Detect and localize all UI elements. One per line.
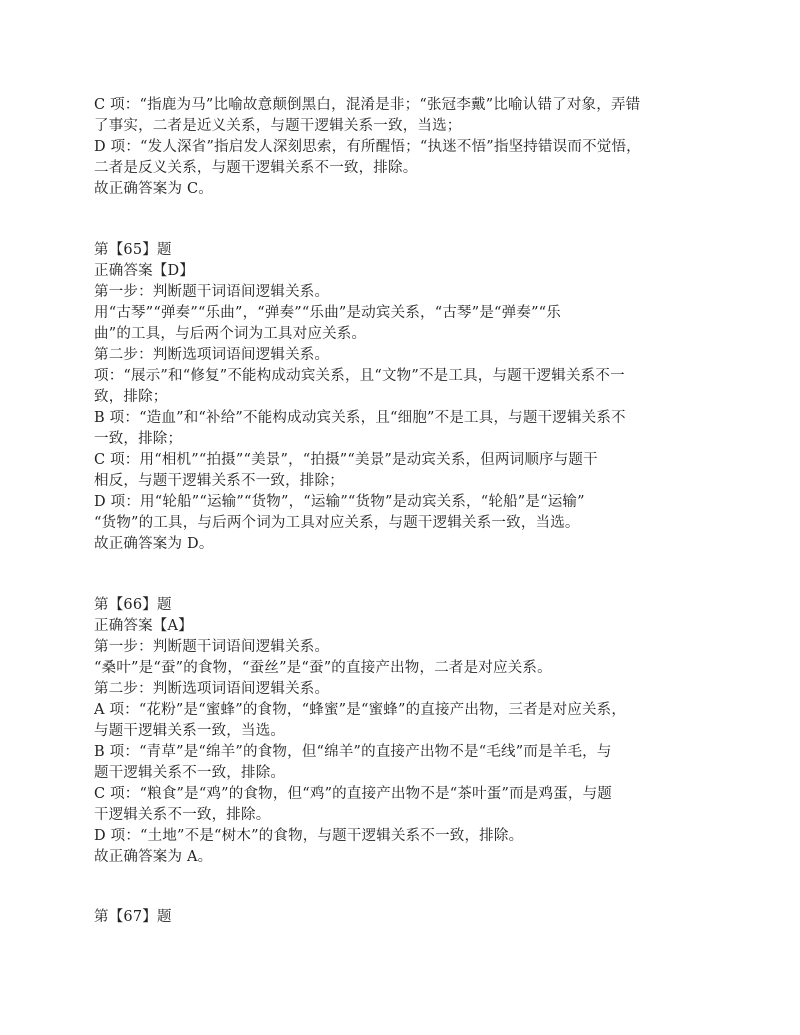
text-line: 第一步：判断题干词语间逻辑关系。 xyxy=(94,284,330,300)
text-line: 第一步：判断题干词语间逻辑关系。 xyxy=(94,639,330,655)
answer-summary: 故正确答案为 D。 xyxy=(94,536,214,552)
correct-answer-66: 正确答案【A】 xyxy=(94,618,193,634)
question-heading-67: 第【67】题 xyxy=(94,909,172,925)
text-line: C 项：“粮食”是“鸡”的食物，但“鸡”的直接产出物不是“茶叶蛋”而是鸡蛋，与题 xyxy=(94,786,613,802)
text-line: 致，排除； xyxy=(94,389,168,405)
question-heading-66: 第【66】题 xyxy=(94,597,172,613)
text-line: 第二步：判断选项词语间逻辑关系。 xyxy=(94,347,330,363)
text-line: 第二步：判断选项词语间逻辑关系。 xyxy=(94,681,330,697)
text-line: 曲”的工具，与后两个词为工具对应关系。 xyxy=(94,326,367,342)
answer-summary: 故正确答案为 C。 xyxy=(94,181,214,197)
text-line: “桑叶”是“蚕”的食物，“蚕丝”是“蚕”的直接产出物，二者是对应关系。 xyxy=(94,660,552,676)
text-line: 用“古琴”“弹奏”“乐曲”，“弹奏”“乐曲”是动宾关系，“古琴”是“弹奏”“乐 xyxy=(94,305,561,321)
text-line: B 项：“造血”和“补给”不能构成动宾关系，且“细胞”不是工具，与题干逻辑关系不 xyxy=(94,410,626,426)
answer-summary: 故正确答案为 A。 xyxy=(94,849,213,865)
text-line: 干逻辑关系不一致，排除。 xyxy=(94,807,271,823)
text-line: C 项：用“相机”“拍摄”“美景”，“拍摄”“美景”是动宾关系，但两词顺序与题干 xyxy=(94,452,598,468)
text-line: 二者是反义关系，与题干逻辑关系不一致，排除。 xyxy=(94,160,418,176)
text-line: 项：“展示”和“修复”不能构成动宾关系，且“文物”不是工具，与题干逻辑关系不一 xyxy=(94,368,625,384)
text-line: D 项：“土地”不是“树木”的食物，与题干逻辑关系不一致，排除。 xyxy=(94,828,524,844)
text-line: C 项：“指鹿为马”比喻故意颠倒黑白，混淆是非；“张冠李戴”比喻认错了对象，弄错 xyxy=(94,97,641,113)
question-heading-65: 第【65】题 xyxy=(94,242,172,258)
text-line: 一致，排除； xyxy=(94,431,183,447)
text-line: 题干逻辑关系不一致，排除。 xyxy=(94,765,286,781)
text-line: D 项：用“轮船”“运输”“货物”，“运输”“货物”是动宾关系，“轮船”是“运输” xyxy=(94,494,585,510)
text-line: “货物”的工具，与后两个词为工具对应关系，与题干逻辑关系一致，当选。 xyxy=(94,515,580,531)
correct-answer-65: 正确答案【D】 xyxy=(94,263,195,279)
text-line: 了事实，二者是近义关系，与题干逻辑关系一致，当选； xyxy=(94,118,462,134)
text-line: D 项：“发人深省”指启发人深刻思索，有所醒悟；“执迷不悟”指坚持错误而不觉悟， xyxy=(94,139,641,155)
text-line: A 项：“花粉”是“蜜蜂”的食物，“蜂蜜”是“蜜蜂”的直接产出物，三者是对应关系， xyxy=(94,702,627,718)
text-line: B 项：“青草”是“绵羊”的食物，但“绵羊”的直接产出物不是“毛线”而是羊毛，与 xyxy=(94,744,612,760)
text-line: 与题干逻辑关系一致，当选。 xyxy=(94,723,286,739)
text-line: 相反，与题干逻辑关系不一致，排除； xyxy=(94,473,344,489)
